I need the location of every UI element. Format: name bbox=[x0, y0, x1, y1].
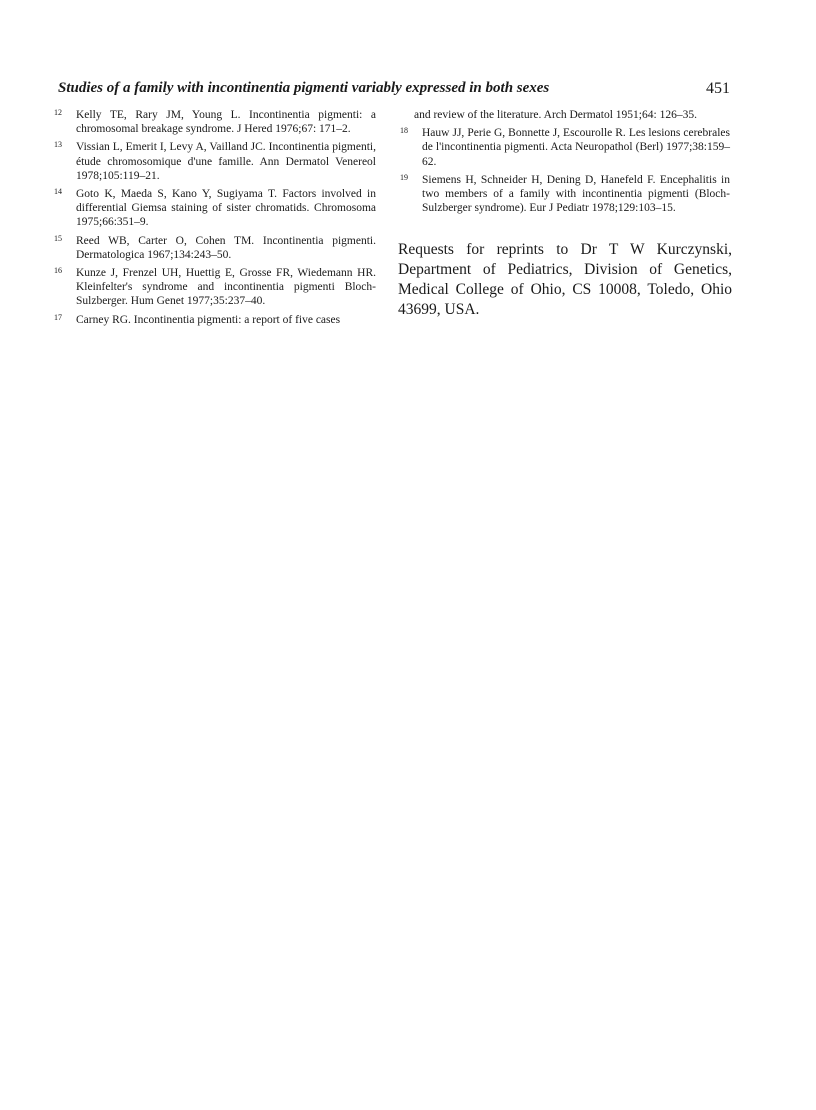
reference-text: and review of the literature. Arch Dermatol 1951;64: 126–35. bbox=[414, 109, 697, 121]
reference-item bbox=[54, 313, 376, 327]
reference-item bbox=[54, 234, 376, 262]
reference-text: Vissian L, Emerit I, Levy A, Vailland JC. Incontinentia pigmenti, étude chromosomique d'une famille. Ann Dermatol Venereol 1978;105:119–21. bbox=[76, 141, 376, 182]
running-title: Studies of a family with incontinentia pigmenti variably expressed in both sexes bbox=[58, 80, 550, 96]
reprint-request: Requests for reprints to Dr T W Kurczynski, Department of Pediatrics, Division of Genetics, Medical College of Ohio, CS 10008, Toledo, Ohio 43699, USA. bbox=[398, 241, 732, 318]
reference-item bbox=[400, 126, 730, 169]
page-header bbox=[58, 80, 730, 104]
references-right-column bbox=[400, 108, 730, 219]
references-left-column bbox=[54, 108, 376, 331]
reference-number: 13 bbox=[54, 140, 62, 150]
reference-item-continued bbox=[400, 108, 730, 122]
reference-number: 15 bbox=[54, 233, 62, 243]
reference-text: Goto K, Maeda S, Kano Y, Sugiyama T. Factors involved in differential Giemsa staining of sister chromatids. Chromosoma 1975;66:351–9. bbox=[76, 188, 376, 229]
reference-text: Siemens H, Schneider H, Dening D, Hanefeld F. Encephalitis in two members of a family with incontinentia pigmenti (Bloch-Sulzberger syndrome). Eur J Pediatr 1978;129:103–15. bbox=[422, 173, 730, 215]
reference-number: 18 bbox=[400, 126, 408, 136]
reference-number: 16 bbox=[54, 266, 62, 276]
reference-text: Kunze J, Frenzel UH, Huettig E, Grosse FR, Wiedemann HR. Kleinfelter's syndrome and incontinentia pigmenti Bloch-Sulzberger. Hum Genet 1977;35:237–40. bbox=[76, 267, 376, 308]
reference-number: 19 bbox=[400, 172, 408, 182]
reference-number: 17 bbox=[54, 312, 62, 322]
reference-text: Kelly TE, Rary JM, Young L. Incontinentia pigmenti: a chromosomal breakage syndrome. J Hered 1976;67: 171–2. bbox=[76, 109, 376, 136]
reference-text: Carney RG. Incontinentia pigmenti: a report of five cases bbox=[76, 313, 341, 326]
reference-item bbox=[54, 187, 376, 230]
reference-item bbox=[54, 108, 376, 136]
reference-item bbox=[54, 266, 376, 309]
reference-item bbox=[400, 173, 730, 216]
reference-number: 12 bbox=[54, 108, 62, 117]
reference-item bbox=[54, 140, 376, 183]
reference-text: Hauw JJ, Perie G, Bonnette J, Escourolle R. Les lesions cerebrales de l'incontinentia pigmenti. Acta Neuropathol (Berl) 1977;38:159–62. bbox=[422, 127, 730, 168]
reference-text: Reed WB, Carter O, Cohen TM. Incontinentia pigmenti. Dermatologica 1967;134:243–50. bbox=[76, 234, 376, 261]
page-number: 451 bbox=[706, 80, 730, 97]
reference-number: 14 bbox=[54, 187, 62, 197]
